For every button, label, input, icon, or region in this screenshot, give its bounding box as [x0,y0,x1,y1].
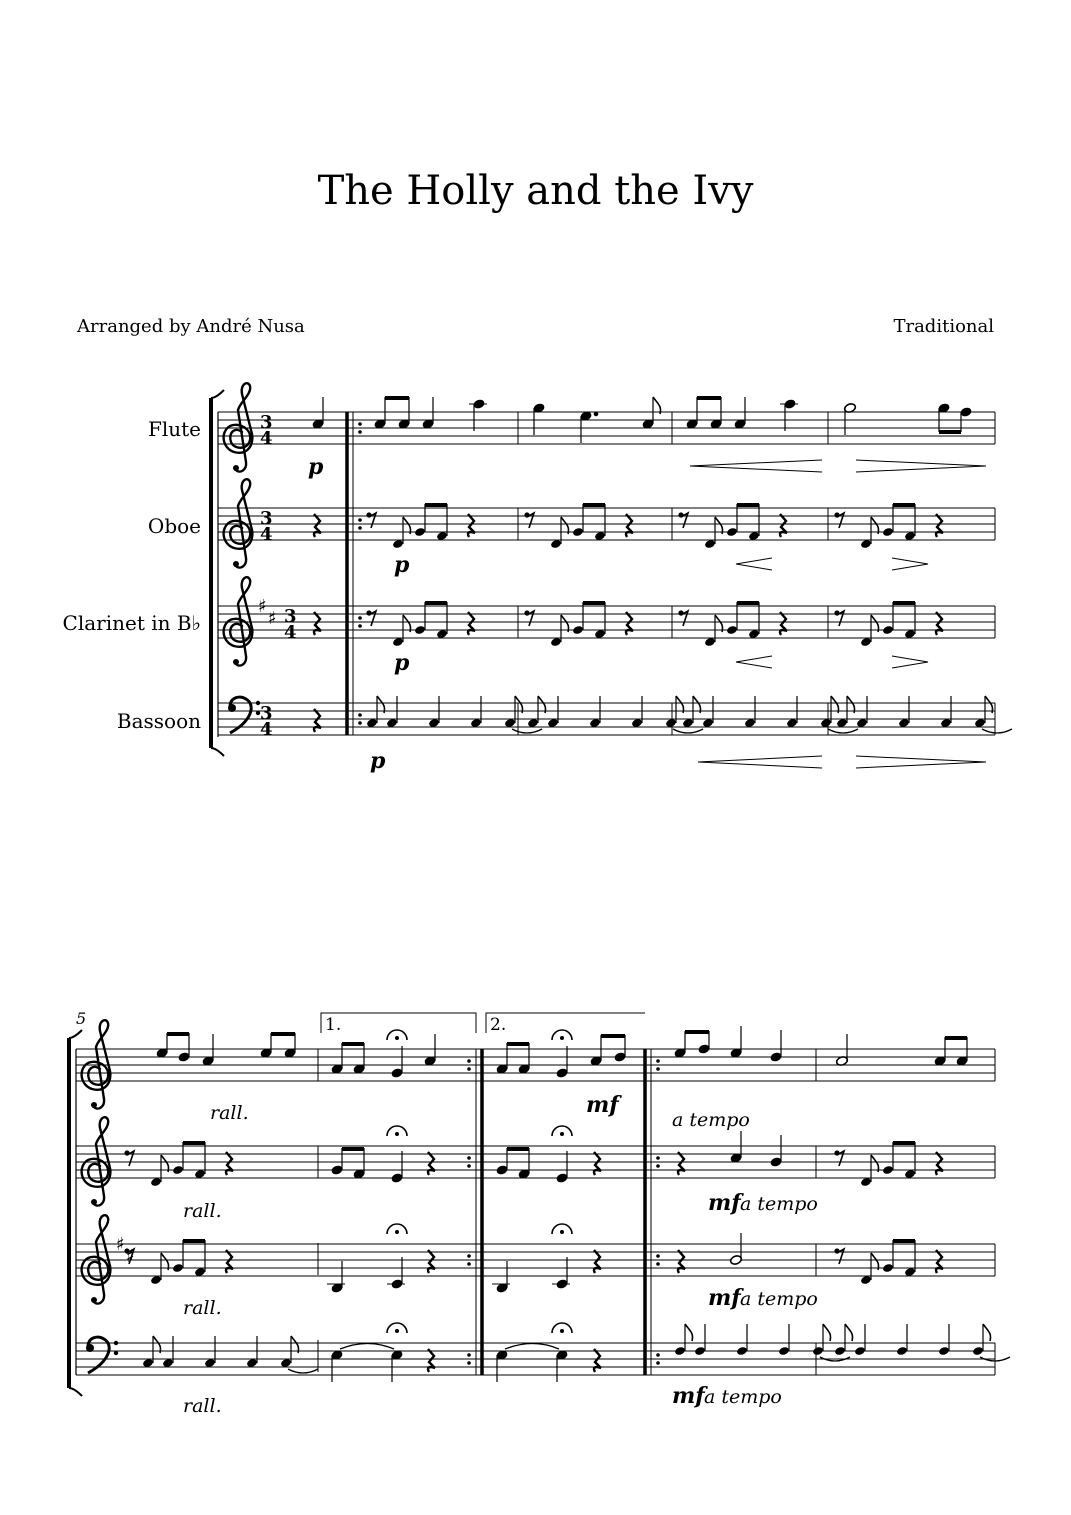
eighth-rest-icon [366,512,376,528]
oboe-notes-1 [314,514,321,537]
treble-clef-icon [82,1117,111,1205]
quarter-rest-icon [226,1250,233,1273]
a-tempo-marking: a tempo [740,1193,818,1215]
note-flag [153,1336,161,1353]
time-sig-top: 3 [260,412,273,433]
treble-clef-icon [224,383,253,471]
accompaniment-patterns [124,504,1012,1373]
time-sig-top: 3 [260,508,273,529]
clarinet-note [726,625,738,635]
dynamic-mf: mf [708,1190,741,1216]
eighth-rest-icon [678,610,688,626]
dynamic-mf: mf [672,1383,705,1409]
note-flag [871,517,879,534]
quarter-rest-icon [936,1250,943,1273]
quarter-rest-icon [468,612,475,635]
eighth-rest-icon [524,512,534,528]
eighth-rest-icon [524,610,534,626]
clarinet-note [414,625,426,635]
key-signature-sharps: ♯ [258,596,267,617]
note-flag [871,615,879,632]
dynamic-p: p [394,650,410,676]
oboe-note [572,527,584,537]
quarter-rest-icon [468,514,475,537]
note-flag [823,1324,831,1341]
dynamic-p: p [370,748,386,774]
note-flag [685,1324,693,1341]
clarinet-notes-2 [327,1233,750,1293]
a-tempo-marking: a tempo [672,1109,750,1131]
note-flag [377,696,385,713]
clarinet-note [572,625,584,635]
note-flag [715,517,723,534]
bass-clef-icon [86,1337,118,1373]
system-2 [69,1009,995,1417]
note-flag [403,615,411,632]
rall-marking: rall. [183,1200,222,1222]
key-signature-sharps: ♯ [116,1234,125,1255]
quarter-rest-icon [626,612,633,635]
key-signature-sharps: ♯ [268,608,277,629]
note-flag [693,696,701,713]
bass-clef-icon [228,697,260,733]
dynamic-mf: mf [586,1092,619,1118]
dynamic-p: p [394,552,410,578]
composer-credit: Traditional [893,316,994,337]
bassoon-notes-2 [331,1344,601,1383]
staff-bassoon-1 [218,703,995,735]
rall-marking: rall. [183,1297,222,1319]
volta-brackets [321,1013,645,1033]
volta-1-label: 1. [325,1015,342,1035]
tie [828,729,858,733]
time-sig-top: 3 [284,606,297,627]
time-sig-top: 3 [260,703,273,724]
rall-marking: rall. [183,1395,222,1417]
note-flag [538,696,546,713]
quarter-rest-icon [226,1152,233,1175]
note-flag [676,696,684,713]
note-flag [161,1253,169,1270]
eighth-rest-icon [834,610,844,626]
key-signature-sharps: ♯ [126,1246,135,1267]
tie [673,729,703,733]
note-flag [983,1324,991,1341]
tie [512,729,542,733]
treble-clef-icon [82,1020,111,1108]
note-flag [161,1155,169,1172]
bassoon-notes-1 [314,709,321,732]
note-flag [715,615,723,632]
score-title: The Holly and the Ivy [317,168,754,214]
note-flag [515,696,523,713]
note-flag [845,1324,853,1341]
eighth-rest-icon [834,1150,844,1166]
note-flag [985,696,993,713]
hairpins-bassoon-1 [698,756,986,768]
repeat-dots [467,1059,660,1365]
note-flag [561,517,569,534]
dynamic-mf: mf [708,1285,741,1311]
quarter-rest-icon [936,1152,943,1175]
quarter-rest-icon [626,514,633,537]
quarter-rest-icon [936,514,943,537]
oboe-note [414,527,426,537]
treble-clef-icon [82,1215,111,1303]
label-oboe: Oboe [147,514,201,538]
eighth-rest-icon [834,512,844,528]
label-bassoon: Bassoon [116,709,201,733]
note-flag [871,1155,879,1172]
oboe-note [726,527,738,537]
repeat-dots [358,422,362,725]
tie [288,1369,318,1373]
clarinet-note [882,625,894,635]
time-sig-bottom: 4 [260,428,273,449]
fermata-icon [387,1030,572,1333]
note-flag [561,615,569,632]
treble-clef-icon [224,577,253,665]
note-flag [831,696,839,713]
a-tempo-marking: a tempo [740,1288,818,1310]
quarter-rest-icon [936,612,943,635]
volta-2-label: 2. [490,1015,507,1035]
quarter-rest-icon [780,514,787,537]
label-flute: Flute [147,417,201,441]
label-clarinet: Clarinet in B♭ [62,611,201,635]
barlines-system-1 [347,412,995,735]
treble-clef-icon [224,479,253,567]
note-flag [847,696,855,713]
measure-number: 5 [76,1009,87,1028]
eighth-rest-icon [366,610,376,626]
eighth-rest-icon [124,1150,134,1166]
eighth-rest-icon [834,1248,844,1264]
flute-notes-2 [156,1026,968,1078]
staff-oboe-1 [218,508,995,540]
a-tempo-marking: a tempo [704,1386,782,1408]
oboe-note [882,527,894,537]
note-flag [291,1336,299,1353]
time-sig-bottom: 4 [260,524,273,545]
hairpins-flute-1 [690,460,986,472]
note-flag [403,517,411,534]
oboe-notes-2 [331,1131,782,1183]
dynamic-p: p [308,454,324,480]
rall-marking: rall. [210,1102,249,1124]
staff-flute-1 [218,412,995,444]
hairpins-inner-1 [736,558,928,668]
staff-clarinet-1 [218,606,995,638]
time-sig-bottom: 4 [284,622,297,643]
quarter-rest-icon [780,612,787,635]
system-1 [63,383,995,774]
arranger-credit: Arranged by André Nusa [77,316,305,337]
time-sig-bottom: 4 [260,719,273,740]
eighth-rest-icon [678,512,688,528]
tie [982,729,1012,733]
quarter-rest-icon [314,612,321,635]
note-flag [871,1253,879,1270]
barlines-system-2 [318,1049,995,1375]
